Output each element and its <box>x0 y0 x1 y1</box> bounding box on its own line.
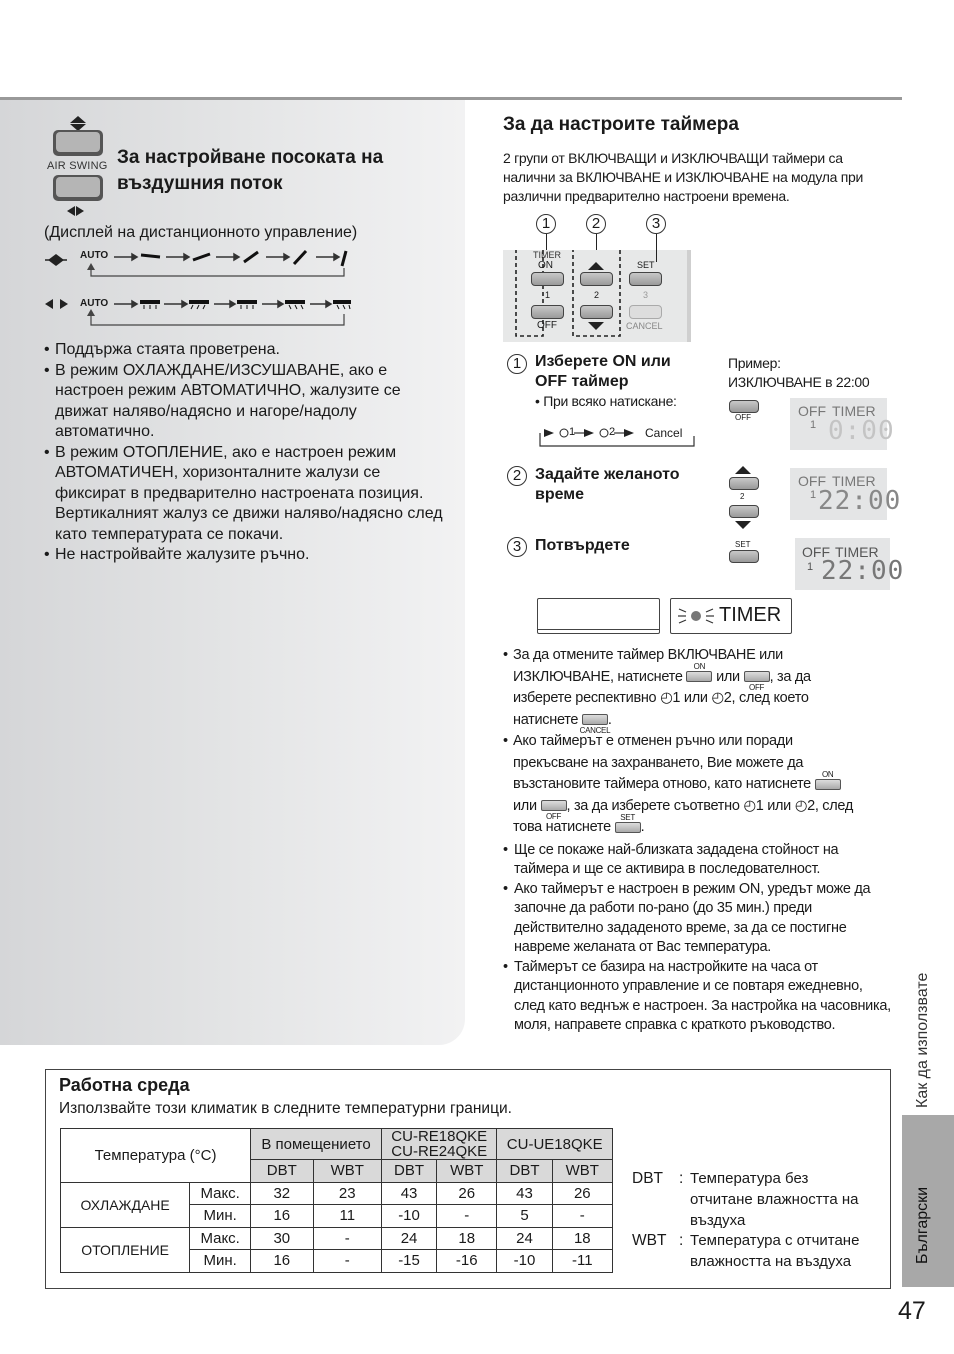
table-row <box>61 1227 613 1250</box>
step-1-sub: • При всяко натискане: <box>535 393 677 409</box>
timer-notes: • За да отмените таймер ВКЛЮЧВАНЕ или ИЗКЛЮЧВАНЕ, натиснете ON или OFF , за да изберете респективно ◴1 или ◴2, след което натиснете CANCEL . • Ако таймерът е отменен ръчно или поради прекъсване на захранването, Вие можете да възстановите таймера отново, като натиснете ON или OFF , за да изберете съответно ◴1 или ◴2, след това натиснете SET . • Ще се покаже най-близката зададена стойност на таймера и ще се активира в последователност. • Ако таймерът е настроен в режим ON, уредът може да започне да работи по-рано (до 35 мин.) преди действително зададеното време, за да се постигне навреме желаната от Вас температура. • Таймерът се базира на настройките на часа от дистанционното управление и се повтаря ежедневно, след като веднъж е настроен. За настройка на часовника, моля, направете справка с краткото ръководство. <box>503 645 891 1036</box>
callout-3: 3 <box>646 214 666 234</box>
max-label: Макс. <box>190 1227 251 1250</box>
list-item: • Не настройвайте жалузите ръчно. <box>44 545 449 566</box>
cell: - <box>313 1250 381 1273</box>
seq-t2: 2 <box>609 426 616 438</box>
cell: 26 <box>437 1182 497 1205</box>
clock-icon: ◴ <box>660 690 673 706</box>
step1-off-label: OFF <box>735 413 751 422</box>
list-item: • Ако таймерът е настроен в режим ON, уредът може да започне да работи по-рано (до 35 мин.) преди действително зададеното време, за да се постигне навреме желаната от Вас температура. <box>503 880 891 958</box>
example-label: Пример: ИЗКЛЮЧВАНЕ в 22:00 <box>728 355 870 390</box>
vertical-auto-label: AUTO <box>80 250 109 261</box>
lcd-step2 <box>790 468 902 520</box>
col-wbt: WBT <box>313 1160 381 1183</box>
display-note: (Дисплей на дистанционното управление) <box>44 224 358 241</box>
clock-icon: ◴ <box>794 797 808 814</box>
cell: - <box>437 1205 497 1228</box>
step2-down-button[interactable] <box>729 505 759 518</box>
timer-set-button[interactable] <box>629 272 662 286</box>
cell: 30 <box>251 1227 313 1250</box>
step-3-title: Потвърдете <box>535 537 630 554</box>
col-dbt: DBT <box>497 1160 552 1183</box>
lcd1-digits: 0:00 <box>828 416 895 446</box>
list-item: • В режим ОТОПЛЕНИЕ, ако е настроен режим АВТОМАТИЧЕН, хоризонталните жалузи се фиксират в предварително настроената позиция. Вертикалният жалуз се движи наляво/надясно след като температурата се покачи. <box>44 443 449 546</box>
down-arrow-icon <box>588 322 604 330</box>
remote-3-label: 3 <box>643 290 649 300</box>
lcd1-off: OFF <box>798 403 826 419</box>
indoor-unit <box>537 598 660 634</box>
cooling-label: ОХЛАЖДАНЕ <box>61 1182 190 1227</box>
lcd3-t1: 1 <box>807 561 814 573</box>
lcd-step3 <box>795 538 905 590</box>
heating-label: ОТОПЛЕНИЕ <box>61 1227 190 1272</box>
col-dbt: DBT <box>251 1160 313 1183</box>
step2-down-arrow-icon <box>735 521 751 529</box>
step-2-number: 2 <box>507 466 527 486</box>
time-up-button[interactable] <box>580 272 613 286</box>
up-arrow-icon <box>588 262 604 270</box>
step3-set-label: SET <box>735 540 751 549</box>
col-wbt: WBT <box>552 1160 612 1183</box>
step3-set-button[interactable] <box>729 550 759 563</box>
environment-table <box>60 1128 613 1273</box>
horizontal-auto-label: AUTO <box>80 298 109 309</box>
airswing-title: За настройване посоката на въздушния поток <box>117 147 384 194</box>
cell: - <box>552 1205 612 1228</box>
clock-icon: ◴ <box>743 797 756 814</box>
cell: 24 <box>381 1227 436 1250</box>
environment-subtitle: Използвайте този климатик в следните температурни граници. <box>59 1100 512 1117</box>
note2-on-button-icon: ON <box>815 779 841 790</box>
callout-leader-3 <box>656 234 657 262</box>
list-item: • Таймерът се базира на настройките на часа от дистанционното управление и се повтаря ежедневно, след като веднъж е настроен. За настройка на часовника, моля, направете справка с краткото ръководство. <box>503 958 891 1036</box>
step2-up-arrow-icon <box>735 466 751 474</box>
cell: -11 <box>552 1250 612 1273</box>
cell: 16 <box>251 1205 313 1228</box>
lcd2-timer: TIMER <box>832 473 876 489</box>
model-b-header: CU-UE18QKE <box>497 1129 613 1160</box>
seq-t1: 1 <box>569 426 576 438</box>
lcd2-digits: 22:00 <box>818 486 902 516</box>
section-label: Как да използвате <box>914 972 931 1108</box>
step-3-number: 3 <box>507 537 527 557</box>
callout-2: 2 <box>586 214 606 234</box>
lcd3-timer: TIMER <box>835 544 879 560</box>
cell: 16 <box>251 1250 313 1273</box>
environment-box: Работна среда Използвайте този климатик в следните температурни граници. Температура (°C) В помещението CU-RE18QKE CU-RE24QKE CU-UE18QKE DBT WBT DBT WBT DBT WBT ОХЛАЖДАНЕ Макс. 32 23 43 26 43 26 Мин. 16 11 -10 - 5 - ОТОПЛЕНИЕ Макс. 30 - 24 18 24 18 Мин. 16 - -15 -16 -10 -11 DBT : Температура без отчитане влажността на въздуха WBT : Температура с отчитане влажността на въздуха <box>45 1069 891 1289</box>
cell: 18 <box>552 1227 612 1250</box>
cell: - <box>313 1227 381 1250</box>
step1-off-button[interactable] <box>729 400 759 413</box>
max-label: Макс. <box>190 1182 251 1205</box>
timer-off-button[interactable] <box>531 305 564 319</box>
language-label: Български <box>914 1186 931 1264</box>
cell: 18 <box>437 1227 497 1250</box>
timer-on-button[interactable] <box>531 272 564 286</box>
list-item: • Ще се покаже най-близката зададена стойност на таймера и ще се активира в последователност. <box>503 841 891 880</box>
temp-header: Температура (°C) <box>61 1129 251 1183</box>
cell: -15 <box>381 1250 436 1273</box>
step-1-number: 1 <box>507 354 527 374</box>
cell: -16 <box>437 1250 497 1273</box>
cell: 24 <box>497 1227 552 1250</box>
table-row <box>61 1182 613 1205</box>
list-item: • Поддържа стаята проветрена. <box>44 340 449 361</box>
remote-panel <box>503 250 691 342</box>
cell: -10 <box>381 1205 436 1228</box>
step-1-title: Изберете ON или OFF таймер <box>535 353 671 390</box>
step2-2-label: 2 <box>740 492 745 501</box>
cell: 23 <box>313 1182 381 1205</box>
seq-cancel: Cancel <box>645 426 683 440</box>
lcd3-digits: 22:00 <box>821 556 905 586</box>
cell: -10 <box>497 1250 552 1273</box>
model-a-header: CU-RE18QKE CU-RE24QKE <box>381 1129 496 1160</box>
page-number: 47 <box>898 1297 926 1325</box>
cell: 26 <box>552 1182 612 1205</box>
cell: 43 <box>497 1182 552 1205</box>
note-on-button-icon: ON <box>686 671 712 682</box>
timer-indicator-label: TIMER <box>719 604 782 626</box>
remote-timer-label: TIMER <box>533 250 561 260</box>
remote-off-label: OFF <box>537 320 557 331</box>
environment-title: Работна среда <box>59 1075 190 1095</box>
note-cancel-button-icon: CANCEL <box>582 714 608 725</box>
callout-leader-1 <box>546 234 547 250</box>
min-label: Мин. <box>190 1205 251 1228</box>
note-off-button-icon: OFF <box>744 671 770 682</box>
remote-cancel-label: CANCEL <box>626 321 663 331</box>
min-label: Мин. <box>190 1250 251 1273</box>
airswing-bullets <box>44 340 449 566</box>
timer-indicator <box>670 598 792 634</box>
col-wbt: WBT <box>437 1160 497 1183</box>
note2-set-button-icon: SET <box>615 822 641 833</box>
lcd1-t1: 1 <box>810 419 817 431</box>
lcd2-t1: 1 <box>810 489 817 501</box>
remote-on-label: ON <box>538 260 553 271</box>
lcd1-timer: TIMER <box>832 403 876 419</box>
indoor-header: В помещението <box>251 1129 382 1160</box>
remote-2-label: 2 <box>594 290 600 300</box>
lcd2-off: OFF <box>798 473 826 489</box>
note2-off-button-icon: OFF <box>541 800 567 811</box>
lcd3-off: OFF <box>802 544 830 560</box>
timer-intro: 2 групи от ВКЛЮЧВАЩИ и ИЗКЛЮЧВАЩИ таймери са налични за ВКЛЮЧВАНЕ и ИЗКЛЮЧВАНЕ на модула при различни предварително настроени времена. <box>503 150 864 204</box>
callout-leader-2 <box>596 234 597 250</box>
timer-title: За да настроите таймера <box>503 114 739 135</box>
lcd-step1 <box>790 398 895 450</box>
timer-cancel-button[interactable] <box>629 305 662 319</box>
callout-1: 1 <box>536 214 556 234</box>
time-down-button[interactable] <box>580 305 613 319</box>
cell: 11 <box>313 1205 381 1228</box>
airswing-button-label: AIR SWING <box>47 160 108 172</box>
clock-icon: ◴ <box>711 690 724 706</box>
cell: 43 <box>381 1182 436 1205</box>
list-item: • В режим ОХЛАЖДАНЕ/ИЗСУШАВАНЕ, ако е настроен режим АВТОМАТИЧНО, жалузите се движат наляво/надясно и нагоре/надолу автоматично. <box>44 361 449 443</box>
col-dbt: DBT <box>381 1160 436 1183</box>
step-2-title: Задайте желаното време <box>535 466 680 503</box>
remote-set-label: SET <box>637 260 655 270</box>
cell: 5 <box>497 1205 552 1228</box>
remote-1-label: 1 <box>545 290 551 300</box>
cell: 32 <box>251 1182 313 1205</box>
step2-up-button[interactable] <box>729 477 759 490</box>
